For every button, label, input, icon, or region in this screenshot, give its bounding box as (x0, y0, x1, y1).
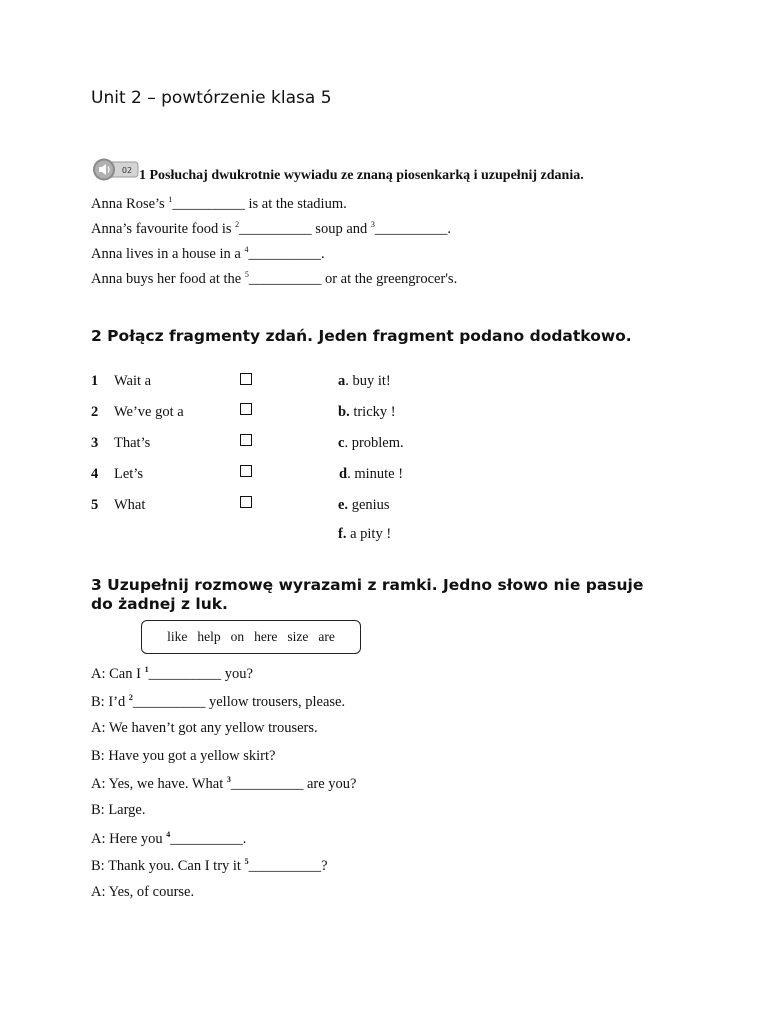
dialogue-line: B: Have you got a yellow skirt? (91, 748, 276, 764)
dialogue-line: B: Thank you. Can I try it $^5$__________? (91, 857, 328, 874)
match-option: a. buy it! (338, 373, 391, 389)
word-box-item: here (254, 629, 278, 644)
word-box-item: help (197, 629, 221, 644)
match-option: f. a pity ! (338, 526, 392, 542)
dialogue-line: A: Yes, we have. What $^3$__________ are you? (91, 775, 357, 792)
answer-checkbox[interactable] (240, 373, 252, 385)
match-number: 2 (91, 404, 99, 420)
dialogue-line: A: Here you $^4$__________. (91, 830, 247, 847)
match-option: c. problem. (338, 435, 404, 451)
match-fragment: We’ve got a (114, 404, 184, 420)
exercise-1-title: 1 Posłuchaj dwukrotnie wywiadu ze znaną piosenkarką i uzupełnij zdania. (139, 168, 584, 183)
page-title: Unit 2 – powtórzenie klasa 5 (91, 88, 332, 108)
exercise-3-title: 3 Uzupełnij rozmowę wyrazami z ramki. Jedno słowo nie pasuje do żadnej z luk. (91, 576, 644, 613)
word-box-item: are (318, 629, 335, 644)
word-box-item: on (230, 629, 245, 644)
audio-track-icon[interactable] (92, 158, 140, 182)
match-fragment: What (114, 497, 146, 513)
exercise-1-line: Anna Rose’s $^1$__________ is at the stadium. (91, 195, 347, 212)
word-box-item: like (167, 629, 188, 644)
word-box-item: size (287, 629, 309, 644)
answer-checkbox[interactable] (240, 434, 252, 446)
dialogue-line: B: Large. (91, 802, 146, 818)
exercise-1-line: Anna lives in a house in a $^4$__________. (91, 245, 325, 262)
exercise-1-line: Anna buys her food at the $^5$__________ or at the greengrocer's. (91, 270, 458, 287)
audio-track-number: 02 (121, 166, 133, 175)
answer-checkbox[interactable] (240, 496, 252, 508)
dialogue-line: A: We haven’t got any yellow trousers. (91, 720, 318, 736)
match-option: e. genius (338, 497, 390, 513)
match-number: 5 (91, 497, 99, 513)
match-fragment: Let’s (114, 466, 143, 482)
exercise-2-title: 2 Połącz fragmenty zdań. Jeden fragment podano dodatkowo. (91, 327, 632, 345)
word-box (141, 620, 361, 654)
match-option: d. minute ! (339, 466, 404, 482)
dialogue-line: A: Yes, of course. (91, 884, 195, 900)
match-fragment: That’s (114, 435, 151, 451)
dialogue-line: A: Can I $^1$__________ you? (91, 665, 253, 682)
answer-checkbox[interactable] (240, 403, 252, 415)
match-option: b. tricky ! (338, 404, 396, 420)
match-number: 4 (91, 466, 99, 482)
answer-checkbox[interactable] (240, 465, 252, 477)
match-number: 1 (91, 373, 99, 389)
exercise-1-line: Anna’s favourite food is $^2$__________ soup and $^3$__________. (91, 220, 452, 237)
match-number: 3 (91, 435, 99, 451)
match-fragment: Wait a (114, 373, 152, 389)
dialogue-line: B: I’d $^2$__________ yellow trousers, please. (91, 693, 346, 710)
